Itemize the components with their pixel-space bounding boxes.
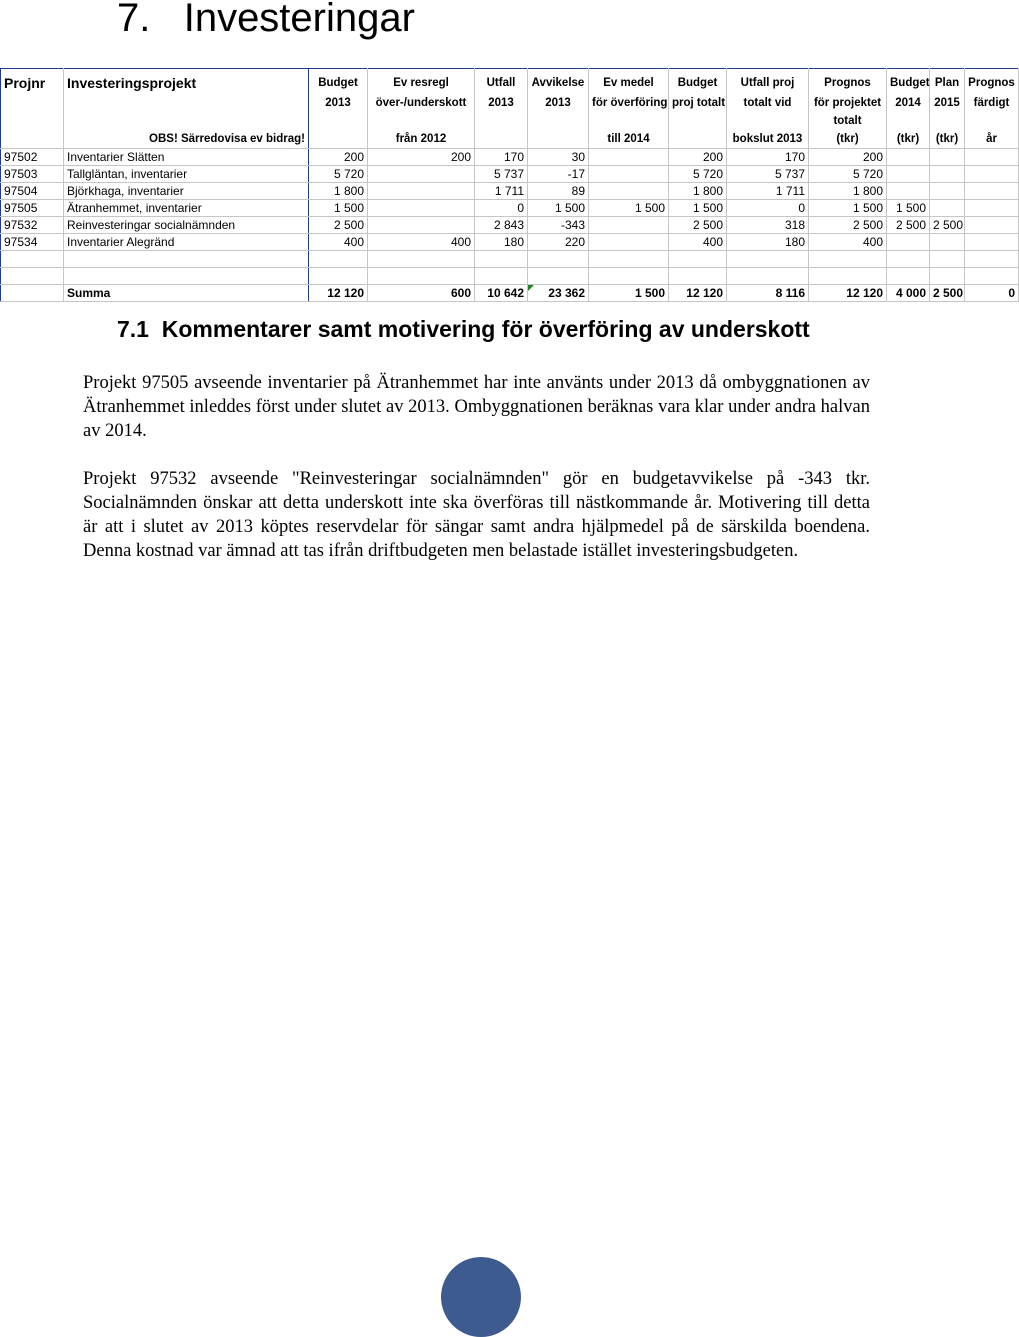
header-col-2: 2013 bbox=[475, 94, 528, 112]
investment-table-wrapper bbox=[0, 68, 1015, 302]
empty-cell bbox=[475, 251, 528, 268]
header-col-5: proj totalt bbox=[669, 94, 727, 112]
header-project: Investeringsprojekt bbox=[64, 69, 309, 95]
summary-value: 4 000 bbox=[887, 285, 930, 302]
row-value: 1 500 bbox=[669, 200, 727, 217]
summary-value: 12 120 bbox=[809, 285, 887, 302]
header-col-8 bbox=[887, 112, 930, 130]
header-col-2 bbox=[475, 112, 528, 130]
row-value: 220 bbox=[528, 234, 589, 251]
header-cell bbox=[1, 112, 64, 130]
header-col-1: från 2012 bbox=[368, 130, 475, 149]
summary-row bbox=[1, 285, 1019, 302]
empty-cell bbox=[669, 268, 727, 285]
summary-value: 8 116 bbox=[727, 285, 809, 302]
table-row bbox=[1, 166, 1019, 183]
row-value bbox=[930, 200, 965, 217]
summary-value: 1 500 bbox=[589, 285, 669, 302]
table-row bbox=[1, 234, 1019, 251]
summary-value: 0 bbox=[965, 285, 1019, 302]
row-value: 5 720 bbox=[669, 166, 727, 183]
header-col-6: totalt vid bbox=[727, 94, 809, 112]
header-col-5: Budget bbox=[669, 69, 727, 95]
row-value bbox=[965, 217, 1019, 234]
summary-value: 12 120 bbox=[309, 285, 368, 302]
summary-blank bbox=[1, 285, 64, 302]
header-col-4: för överföring bbox=[589, 94, 669, 112]
row-value bbox=[887, 149, 930, 166]
table-row bbox=[1, 183, 1019, 200]
header-note: OBS! Särredovisa ev bidrag! bbox=[64, 130, 309, 149]
empty-cell bbox=[528, 268, 589, 285]
header-col-1: över-/underskott bbox=[368, 94, 475, 112]
header-cell bbox=[64, 94, 309, 112]
row-value: 1 500 bbox=[809, 200, 887, 217]
row-value: 318 bbox=[727, 217, 809, 234]
header-cell bbox=[1, 130, 64, 149]
row-value: 30 bbox=[528, 149, 589, 166]
chapter-number: 7. bbox=[117, 0, 151, 40]
row-value bbox=[887, 166, 930, 183]
header-col-0 bbox=[309, 112, 368, 130]
row-value: 5 720 bbox=[309, 166, 368, 183]
row-value: 1 500 bbox=[589, 200, 669, 217]
empty-cell bbox=[368, 268, 475, 285]
row-value: 5 720 bbox=[809, 166, 887, 183]
row-value: 400 bbox=[368, 234, 475, 251]
empty-cell bbox=[809, 251, 887, 268]
comment-paragraph-1: Projekt 97505 avseende inventarier på Ätranhemmet har inte använts under 2013 då ombyggnationen av Ätranhemmet inleddes först under slutet av 2013. Ombyggnationen beräknas vara klar under andra halvan av 2014. bbox=[83, 373, 870, 441]
row-value: 2 843 bbox=[475, 217, 528, 234]
header-col-3: 2013 bbox=[528, 94, 589, 112]
chapter-title bbox=[117, 0, 415, 41]
section-heading: 7.1 Kommentarer samt motivering för överföring av underskott bbox=[117, 316, 810, 342]
row-projnr: 97503 bbox=[1, 166, 64, 183]
row-value bbox=[368, 217, 475, 234]
row-value bbox=[368, 183, 475, 200]
header-col-1: Ev resregl bbox=[368, 69, 475, 95]
comment-marker-icon bbox=[528, 285, 534, 291]
row-value: 200 bbox=[309, 149, 368, 166]
row-project-name: Reinvesteringar socialnämnden bbox=[64, 217, 309, 234]
row-value bbox=[930, 166, 965, 183]
empty-row bbox=[1, 251, 1019, 268]
row-projnr: 97534 bbox=[1, 234, 64, 251]
row-value: 400 bbox=[809, 234, 887, 251]
empty-cell bbox=[64, 268, 309, 285]
row-value bbox=[965, 234, 1019, 251]
chapter-title-text: Investeringar bbox=[183, 0, 415, 40]
empty-cell bbox=[309, 251, 368, 268]
row-value: 200 bbox=[669, 149, 727, 166]
row-value: 1 500 bbox=[887, 200, 930, 217]
investment-table-body bbox=[1, 69, 1019, 302]
header-col-10: Prognos bbox=[965, 69, 1019, 95]
row-value: 1 711 bbox=[475, 183, 528, 200]
page-number-circle bbox=[441, 1257, 521, 1337]
empty-cell bbox=[930, 251, 965, 268]
empty-cell bbox=[727, 268, 809, 285]
empty-cell bbox=[64, 251, 309, 268]
row-value: 5 737 bbox=[475, 166, 528, 183]
empty-cell bbox=[528, 251, 589, 268]
row-value bbox=[368, 200, 475, 217]
header-col-8: Budget bbox=[887, 69, 930, 95]
header-col-10: färdigt bbox=[965, 94, 1019, 112]
comment-paragraph-2: Projekt 97532 avseende "Reinvesteringar socialnämnden" gör en budgetavvikelse på -343 tkr. Socialnämnden önskar att detta underskott inte ska överföras till nästkommande år. Motivering till detta är att i slutet av 2013 köptes reservdelar för sängar samt andra hjälpmedel på de särskilda boendena. Denna kostnad var ämnad att tas ifrån driftbudgeten men belastade istället investeringsbudgeten. bbox=[83, 469, 870, 561]
header-col-6: Utfall proj bbox=[727, 69, 809, 95]
header-cell bbox=[64, 112, 309, 130]
header-col-3 bbox=[528, 112, 589, 130]
row-value bbox=[887, 234, 930, 251]
header-row bbox=[1, 112, 1019, 130]
row-value: 2 500 bbox=[309, 217, 368, 234]
row-value: 1 800 bbox=[809, 183, 887, 200]
row-value: 2 500 bbox=[809, 217, 887, 234]
row-value: 1 500 bbox=[309, 200, 368, 217]
summary-value: 23 362 bbox=[528, 285, 589, 302]
header-col-3: Avvikelse bbox=[528, 69, 589, 95]
row-value bbox=[589, 149, 669, 166]
header-col-7: (tkr) bbox=[809, 130, 887, 149]
header-col-5 bbox=[669, 130, 727, 149]
row-value: -343 bbox=[528, 217, 589, 234]
summary-value: 2 500 bbox=[930, 285, 965, 302]
header-col-9: Plan bbox=[930, 69, 965, 95]
header-col-6: bokslut 2013 bbox=[727, 130, 809, 149]
header-col-0: Budget bbox=[309, 69, 368, 95]
empty-cell bbox=[887, 251, 930, 268]
row-project-name: Inventarier Slätten bbox=[64, 149, 309, 166]
header-col-2: Utfall bbox=[475, 69, 528, 95]
header-col-8: 2014 bbox=[887, 94, 930, 112]
header-col-10: år bbox=[965, 130, 1019, 149]
row-value bbox=[589, 166, 669, 183]
empty-row bbox=[1, 268, 1019, 285]
row-value: 400 bbox=[669, 234, 727, 251]
table-row bbox=[1, 217, 1019, 234]
row-value: 1 800 bbox=[309, 183, 368, 200]
row-value bbox=[965, 183, 1019, 200]
row-project-name: Björkhaga, inventarier bbox=[64, 183, 309, 200]
row-project-name: Inventarier Alegränd bbox=[64, 234, 309, 251]
empty-cell bbox=[809, 268, 887, 285]
header-col-3 bbox=[528, 130, 589, 149]
header-col-5 bbox=[669, 112, 727, 130]
row-value: 89 bbox=[528, 183, 589, 200]
header-row bbox=[1, 94, 1019, 112]
empty-cell bbox=[589, 251, 669, 268]
row-value: 0 bbox=[727, 200, 809, 217]
table-row bbox=[1, 149, 1019, 166]
header-col-2 bbox=[475, 130, 528, 149]
row-project-name: Tallgläntan, inventarier bbox=[64, 166, 309, 183]
empty-cell bbox=[475, 268, 528, 285]
row-value: 1 711 bbox=[727, 183, 809, 200]
empty-cell bbox=[669, 251, 727, 268]
header-col-7: för projektet bbox=[809, 94, 887, 112]
empty-cell bbox=[965, 268, 1019, 285]
header-row bbox=[1, 130, 1019, 149]
row-value bbox=[965, 149, 1019, 166]
header-col-0: 2013 bbox=[309, 94, 368, 112]
header-col-7: Prognos bbox=[809, 69, 887, 95]
row-value: 2 500 bbox=[930, 217, 965, 234]
header-cell bbox=[1, 94, 64, 112]
row-value: 5 737 bbox=[727, 166, 809, 183]
row-value: 1 500 bbox=[528, 200, 589, 217]
header-col-6 bbox=[727, 112, 809, 130]
empty-cell bbox=[589, 268, 669, 285]
header-col-4: till 2014 bbox=[589, 130, 669, 149]
row-value bbox=[930, 234, 965, 251]
row-value bbox=[887, 183, 930, 200]
row-value: 0 bbox=[475, 200, 528, 217]
row-value bbox=[930, 149, 965, 166]
empty-cell bbox=[727, 251, 809, 268]
row-projnr: 97502 bbox=[1, 149, 64, 166]
header-col-10 bbox=[965, 112, 1019, 130]
investment-table bbox=[0, 68, 1019, 302]
header-col-9: (tkr) bbox=[930, 130, 965, 149]
row-value: 180 bbox=[727, 234, 809, 251]
summary-value: 10 642 bbox=[475, 285, 528, 302]
header-col-1 bbox=[368, 112, 475, 130]
row-value bbox=[589, 234, 669, 251]
row-projnr: 97532 bbox=[1, 217, 64, 234]
header-row bbox=[1, 69, 1019, 95]
summary-value: 12 120 bbox=[669, 285, 727, 302]
row-value: 2 500 bbox=[669, 217, 727, 234]
empty-cell bbox=[309, 268, 368, 285]
row-value bbox=[965, 200, 1019, 217]
header-projnr: Projnr bbox=[1, 69, 64, 95]
row-project-name: Ätranhemmet, inventarier bbox=[64, 200, 309, 217]
row-value: 400 bbox=[309, 234, 368, 251]
empty-cell bbox=[930, 268, 965, 285]
header-col-7: totalt bbox=[809, 112, 887, 130]
row-value bbox=[589, 217, 669, 234]
empty-cell bbox=[887, 268, 930, 285]
empty-cell bbox=[1, 268, 64, 285]
row-value: 170 bbox=[727, 149, 809, 166]
row-value: 1 800 bbox=[669, 183, 727, 200]
header-col-0 bbox=[309, 130, 368, 149]
header-col-4 bbox=[589, 112, 669, 130]
row-value bbox=[930, 183, 965, 200]
summary-label: Summa bbox=[64, 285, 309, 302]
table-row bbox=[1, 200, 1019, 217]
summary-value: 600 bbox=[368, 285, 475, 302]
row-value: 180 bbox=[475, 234, 528, 251]
row-value bbox=[368, 166, 475, 183]
row-value: -17 bbox=[528, 166, 589, 183]
header-col-9: 2015 bbox=[930, 94, 965, 112]
row-projnr: 97505 bbox=[1, 200, 64, 217]
row-value: 200 bbox=[368, 149, 475, 166]
row-value bbox=[589, 183, 669, 200]
row-value: 2 500 bbox=[887, 217, 930, 234]
row-value: 170 bbox=[475, 149, 528, 166]
header-col-9 bbox=[930, 112, 965, 130]
empty-cell bbox=[368, 251, 475, 268]
row-projnr: 97504 bbox=[1, 183, 64, 200]
empty-cell bbox=[965, 251, 1019, 268]
header-col-8: (tkr) bbox=[887, 130, 930, 149]
row-value: 200 bbox=[809, 149, 887, 166]
row-value bbox=[965, 166, 1019, 183]
empty-cell bbox=[1, 251, 64, 268]
header-col-4: Ev medel bbox=[589, 69, 669, 95]
